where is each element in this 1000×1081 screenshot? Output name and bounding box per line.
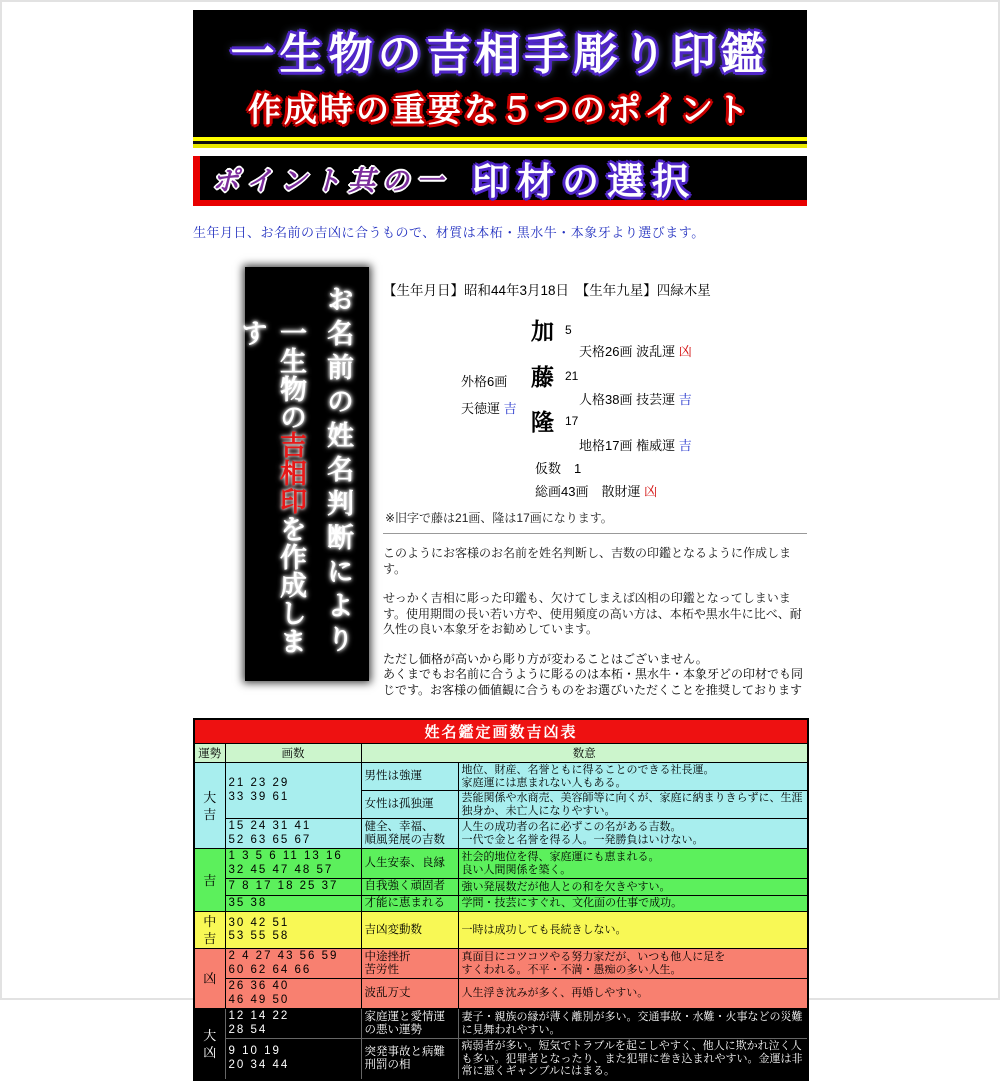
nums-line: 15 24 31 41	[228, 820, 312, 832]
slogan-left-post: を作成します	[236, 319, 306, 655]
chukichi-r1-nums	[225, 912, 361, 949]
kichi-r2-nums: 7 8 17 18 25 37	[225, 879, 361, 896]
daikichi-label: 大吉	[194, 763, 225, 849]
kichi-r3-label: 才能に恵まれる	[361, 895, 458, 912]
desc-line: 一代で金と名誉を得る人。一発勝負はいけない。	[461, 833, 704, 846]
yellow-divider	[193, 137, 807, 148]
point-banner	[193, 156, 807, 206]
name-analysis-area	[383, 267, 807, 698]
paragraph-1: このようにお客様のお名前を姓名判断し、吉数の印鑑となるように作成します。	[383, 546, 792, 576]
old-char-note: ※旧字で藤は21画、隆は17画になります。	[385, 511, 613, 525]
slogan-column-right: お名前の姓名判断により	[322, 285, 353, 659]
nums-line: 2 4 27 43 56 59	[228, 950, 339, 962]
chukichi-r1-label: 吉凶変動数	[361, 912, 458, 949]
daikichi-r1-desc	[458, 763, 808, 791]
label-line: 刑罰の相	[364, 1058, 411, 1071]
daikichi-r2-desc: 芸能関係や水商売、美容師等に向くが、家庭に納まりきらずに、生涯独身か、未亡人になりやすい。	[458, 791, 808, 819]
sokaku-line	[535, 481, 657, 500]
desc-line: 良い人間関係を築く。	[461, 863, 572, 876]
table-row	[194, 912, 808, 949]
kyo-r2-nums	[225, 979, 361, 1009]
daikichi-r3-nums	[225, 819, 361, 849]
desc-line: 人生の成功者の名に必ずこの名がある吉数。	[461, 821, 682, 833]
paragraph-3-line-2: あくまでもお名前に合うように彫るのは本柘・黒水牛・本象牙どの印材でも同じです。お客様の価値観に合うものをお選びいただくことを推奨しております	[383, 667, 804, 697]
fortune-table-title: 姓名鑑定画数吉凶表	[194, 719, 808, 744]
sokaku-label: 総画43画 散財運	[535, 484, 641, 499]
chikaku-label: 地格17画 権威運	[579, 438, 676, 453]
table-row	[194, 819, 808, 849]
slogan-left-pre: 一生物の	[275, 319, 306, 431]
tentoku-label: 天徳運	[461, 401, 501, 416]
nums-line: 33 39 61	[228, 790, 290, 803]
nums-line: 32 45 47 48 57	[228, 863, 334, 876]
point-title: 印材の選択	[472, 161, 697, 202]
table-row	[194, 979, 808, 1009]
table-row	[194, 879, 808, 896]
nums-line: 26 36 40	[228, 980, 290, 992]
label-line: 中途挫折	[364, 950, 411, 963]
daikyo-r2-nums	[225, 1039, 361, 1080]
fortune-table-title-row	[194, 719, 808, 744]
daikyo-label: 大凶	[194, 1009, 225, 1080]
kichi-r2-desc: 強い発展数だが他人との和を欠きやすい。	[458, 879, 808, 896]
birthdate-header: 【生年月日】昭和44年3月18日 【生年九星】四緑木星	[383, 283, 711, 298]
chukichi-label: 中吉	[194, 912, 225, 949]
fortune-table-header-row	[194, 744, 808, 763]
content-column	[193, 10, 807, 1081]
tenkaku-result: 凶	[678, 344, 692, 359]
label-line: 苦労性	[364, 963, 399, 976]
header-kakusu: 画数	[225, 744, 361, 763]
main-subtitle: 作成時の重要な５つのポイント	[248, 91, 752, 128]
gaikaku-label: 外格6画	[461, 374, 508, 389]
kichi-r1-label: 人生安泰、良縁	[361, 849, 458, 879]
table-row	[194, 1009, 808, 1039]
nums-line: 9 10 19	[228, 1045, 281, 1058]
paragraph-3-line-1: ただし価格が高いから彫り方が変わることはございません。	[383, 651, 708, 666]
table-row	[194, 849, 808, 879]
chikaku-result: 吉	[678, 438, 692, 453]
header-sui: 数意	[361, 744, 808, 763]
stroke-count-3: 17	[565, 414, 579, 428]
jinkaku-label: 人格38画 技芸運	[579, 392, 676, 407]
desc-line: すくわれる。不平・不満・愚痴の多い人生。	[461, 963, 682, 976]
nums-line: 28 54	[228, 1023, 268, 1036]
daikyo-r1-desc: 妻子・親族の縁が薄く離別が多い。交通事故・水難・火事などの災難に見舞われやすい。	[458, 1009, 808, 1039]
nums-line: 1 3 5 6 11 13 16	[228, 850, 343, 862]
daikichi-r3-desc	[458, 819, 808, 849]
middle-section	[193, 267, 807, 698]
nums-line: 52 63 65 67	[228, 833, 312, 846]
nums-line: 53 55 58	[228, 930, 290, 942]
kyo-r1-label	[361, 949, 458, 979]
nums-line: 12 14 22	[228, 1010, 290, 1022]
nums-line: 21 23 29	[228, 777, 290, 789]
label-line: 家庭運と愛情運	[364, 1010, 445, 1023]
daikyo-r1-nums	[225, 1009, 361, 1039]
kasu-line: 仮数 1	[535, 461, 582, 476]
table-row	[194, 1039, 808, 1080]
kyo-r2-label: 波乱万丈	[361, 979, 458, 1009]
daikyo-r2-desc: 病弱者が多い。短気でトラブルを起こしやすく、他人に欺かれ泣く人も多い。犯罪者となったり、また犯罪に巻き込まれやすい。金運は非常に悪くギャンブルにはまる。	[458, 1039, 808, 1080]
tenkaku-line	[579, 341, 692, 360]
name-analysis-diagram	[383, 267, 807, 529]
nums-line: 60 62 64 66	[228, 963, 312, 976]
sokaku-result: 凶	[644, 484, 658, 499]
section-divider	[383, 533, 807, 534]
kichi-r1-desc	[458, 849, 808, 879]
daikichi-r1-nums	[225, 763, 361, 819]
chukichi-r1-desc: 一時は成功しても長続きしない。	[458, 912, 808, 949]
nums-line: 30 42 51	[228, 916, 290, 929]
name-char-3: 隆	[531, 409, 554, 435]
desc-line: 地位、財産、名誉ともに得ることのできる社長運。	[461, 764, 715, 776]
slogan-column-left	[232, 273, 310, 675]
table-row	[194, 763, 808, 791]
header-unsei: 運勢	[194, 744, 225, 763]
label-line: の悪い運勢	[364, 1023, 422, 1036]
daikyo-r2-label	[361, 1039, 458, 1080]
label-line: 順風発展の吉数	[364, 833, 445, 846]
paragraph-2: せっかく吉相に彫った印鑑も、欠けてしまえば凶相の印鑑となってしまいます。使用期間の長い若い方や、使用頻度の高い方は、本柘や黒水牛に比べ、耐久性の良い本象牙をお勧めしています。	[383, 591, 802, 636]
kyo-r2-desc: 人生浮き沈みが多く、再婚しやすい。	[458, 979, 808, 1009]
label-line: 健全、幸福、	[364, 820, 434, 833]
tenkaku-label: 天格26画 波乱運	[579, 344, 676, 359]
daikichi-r3-label	[361, 819, 458, 849]
desc-line: 家庭運には恵まれない人もある。	[461, 776, 627, 789]
nums-line: 46 49 50	[228, 993, 290, 1006]
main-title-banner	[193, 10, 807, 137]
tentoku-result: 吉	[503, 401, 517, 416]
desc-line: 社会的地位を得、家庭運にも恵まれる。	[461, 851, 660, 863]
daikichi-r2-label: 女性は孤独運	[361, 791, 458, 819]
point-badge: ポイント其の一	[212, 165, 450, 197]
stroke-count-1: 5	[565, 323, 572, 337]
kichi-r3-nums: 35 38	[225, 895, 361, 912]
kyo-r1-desc	[458, 949, 808, 979]
kichi-r2-label: 自我強く頑固者	[361, 879, 458, 896]
daikichi-r1-label: 男性は強運	[361, 763, 458, 791]
kichi-r1-nums	[225, 849, 361, 879]
kichi-label: 吉	[194, 849, 225, 912]
slogan-left-red: 吉相印	[275, 431, 306, 515]
table-row	[194, 949, 808, 979]
vertical-slogan-banner	[236, 267, 369, 681]
name-char-2: 藤	[531, 364, 554, 390]
fortune-table	[193, 718, 809, 1081]
name-char-1: 加	[531, 318, 554, 344]
kyo-label: 凶	[194, 949, 225, 1009]
kichi-r3-desc: 学問・技芸にすぐれ、文化面の仕事で成功。	[458, 895, 808, 912]
nums-line: 20 34 44	[228, 1058, 290, 1071]
jinkaku-result: 吉	[678, 392, 692, 407]
jinkaku-line	[579, 389, 692, 408]
tentoku-line	[461, 398, 517, 417]
main-title: 一生物の吉相手彫り印鑑	[230, 30, 770, 79]
label-line: 突発事故と病難	[364, 1045, 445, 1058]
intro-text: 生年月日、お名前の吉凶に合うもので、材質は本柘・黒水牛・本象牙より選びます。	[193, 225, 705, 240]
daikyo-r1-label	[361, 1009, 458, 1039]
stroke-count-2: 21	[565, 369, 579, 383]
chikaku-line	[579, 435, 692, 454]
kyo-r1-nums	[225, 949, 361, 979]
table-row	[194, 895, 808, 912]
desc-line: 真面目にコツコツやる努力家だが、いつも他人に足を	[461, 951, 726, 963]
